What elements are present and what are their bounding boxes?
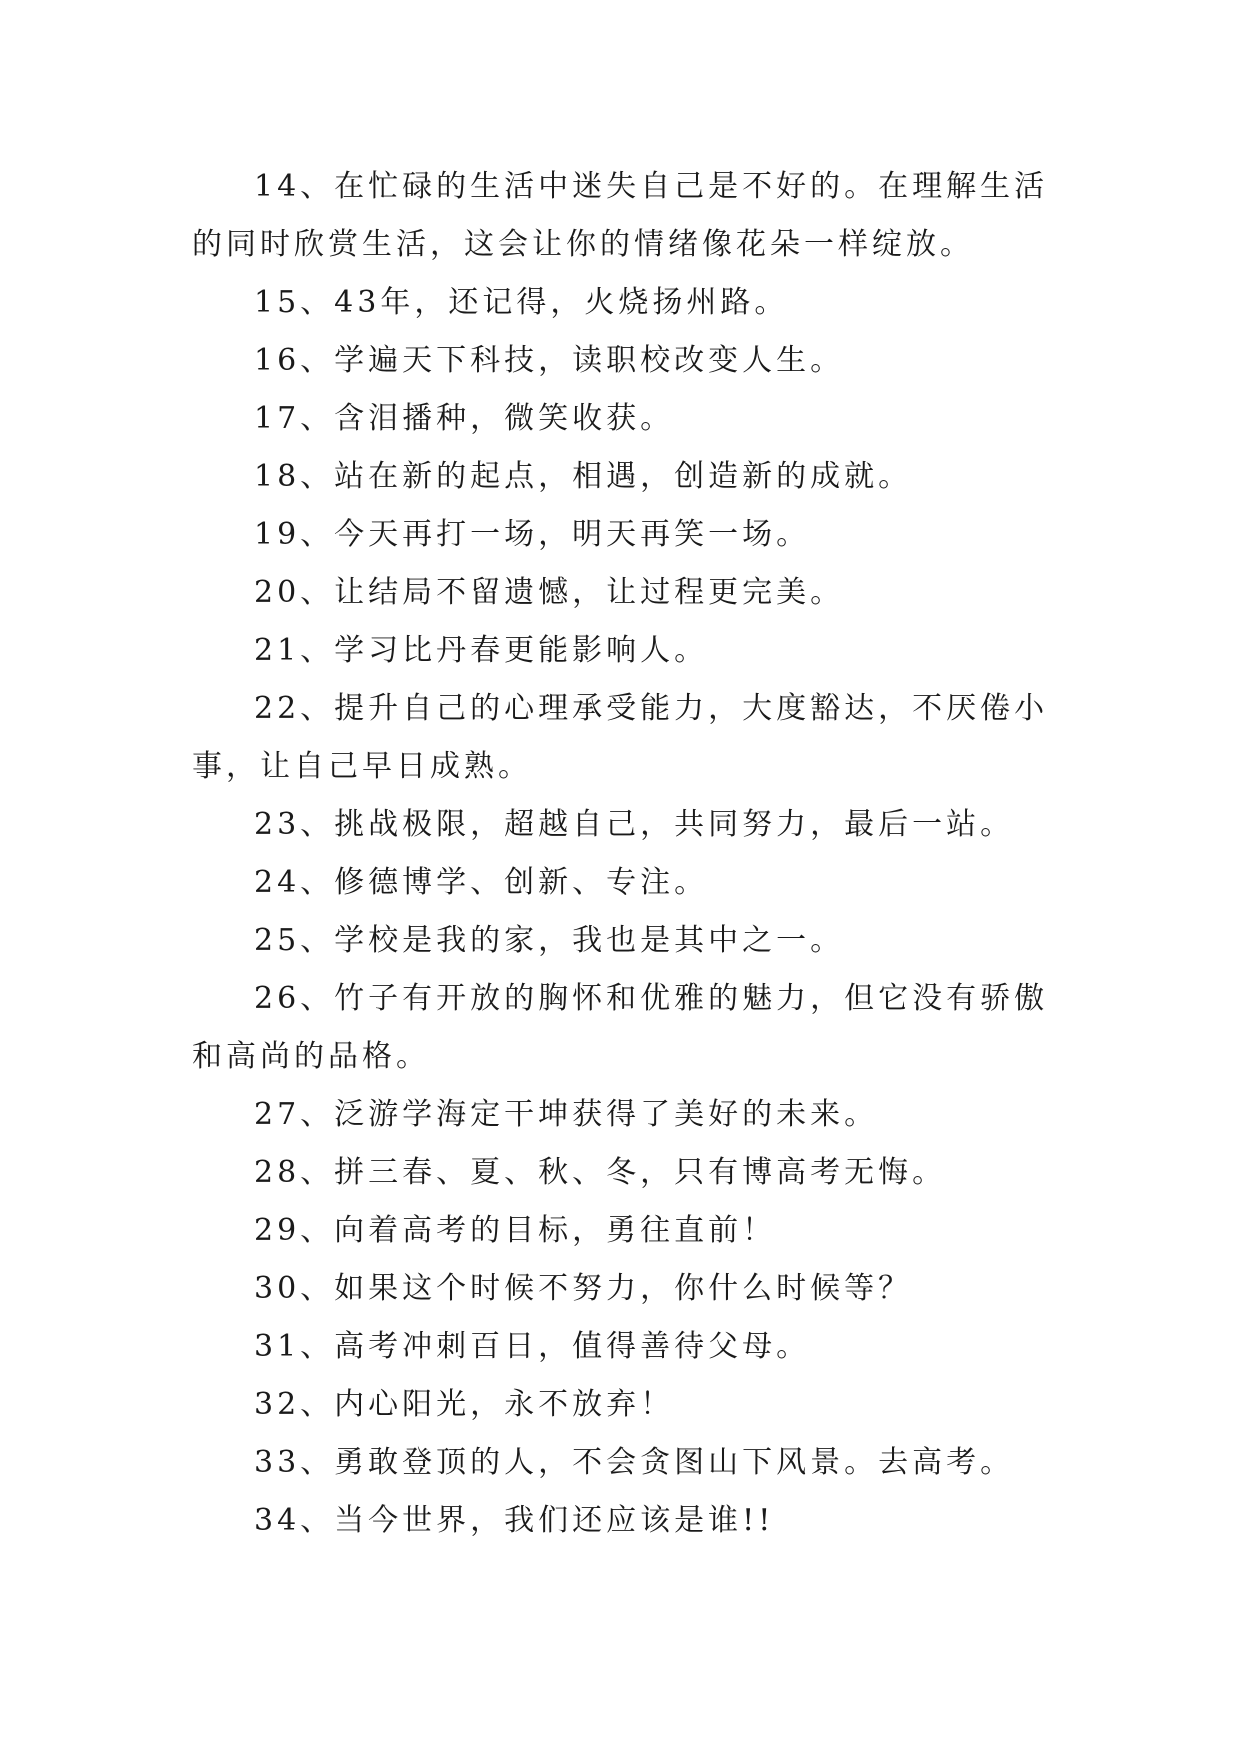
paragraph-23: 23、挑战极限，超越自己，共同努力，最后一站。 — [254, 807, 1015, 842]
paragraph-34: 34、当今世界，我们还应该是谁!! — [254, 1503, 775, 1538]
paragraph-21: 21、学习比丹春更能影响人。 — [254, 633, 709, 668]
paragraph-27: 27、泛游学海定干坤获得了美好的未来。 — [254, 1097, 879, 1132]
paragraph-32: 32、内心阳光，永不放弃！ — [254, 1387, 675, 1422]
paragraph-15: 15、43年，还记得，火烧扬州路。 — [254, 285, 789, 320]
paragraph-33: 33、勇敢登顶的人，不会贪图山下风景。去高考。 — [254, 1445, 1015, 1480]
paragraph-31: 31、高考冲刺百日，值得善待父母。 — [254, 1329, 811, 1364]
paragraph-20: 20、让结局不留遗憾，让过程更完美。 — [254, 575, 845, 610]
paragraph-28: 28、拼三春、夏、秋、冬，只有博高考无悔。 — [254, 1155, 947, 1190]
paragraph-29: 29、向着高考的目标，勇往直前！ — [254, 1213, 777, 1248]
paragraph-14: 14、在忙碌的生活中迷失自己是不好的。在理解生活的同时欣赏生活，这会让你的情绪像花朵一样绽放。 — [192, 169, 1049, 262]
paragraph-24: 24、修德博学、创新、专注。 — [254, 865, 709, 900]
paragraph-17: 17、含泪播种，微笑收获。 — [254, 401, 675, 436]
paragraph-18: 18、站在新的起点，相遇，创造新的成就。 — [254, 459, 913, 494]
paragraph-16: 16、学遍天下科技，读职校改变人生。 — [254, 343, 845, 378]
paragraph-30: 30、如果这个时候不努力，你什么时候等？ — [254, 1271, 913, 1306]
paragraph-25: 25、学校是我的家，我也是其中之一。 — [254, 923, 845, 958]
document-body — [192, 158, 1052, 1550]
paragraph-19: 19、今天再打一场，明天再笑一场。 — [254, 517, 811, 552]
paragraph-22: 22、提升自己的心理承受能力，大度豁达，不厌倦小事，让自己早日成熟。 — [192, 691, 1049, 784]
paragraph-26: 26、竹子有开放的胸怀和优雅的魅力，但它没有骄傲和高尚的品格。 — [192, 981, 1049, 1074]
